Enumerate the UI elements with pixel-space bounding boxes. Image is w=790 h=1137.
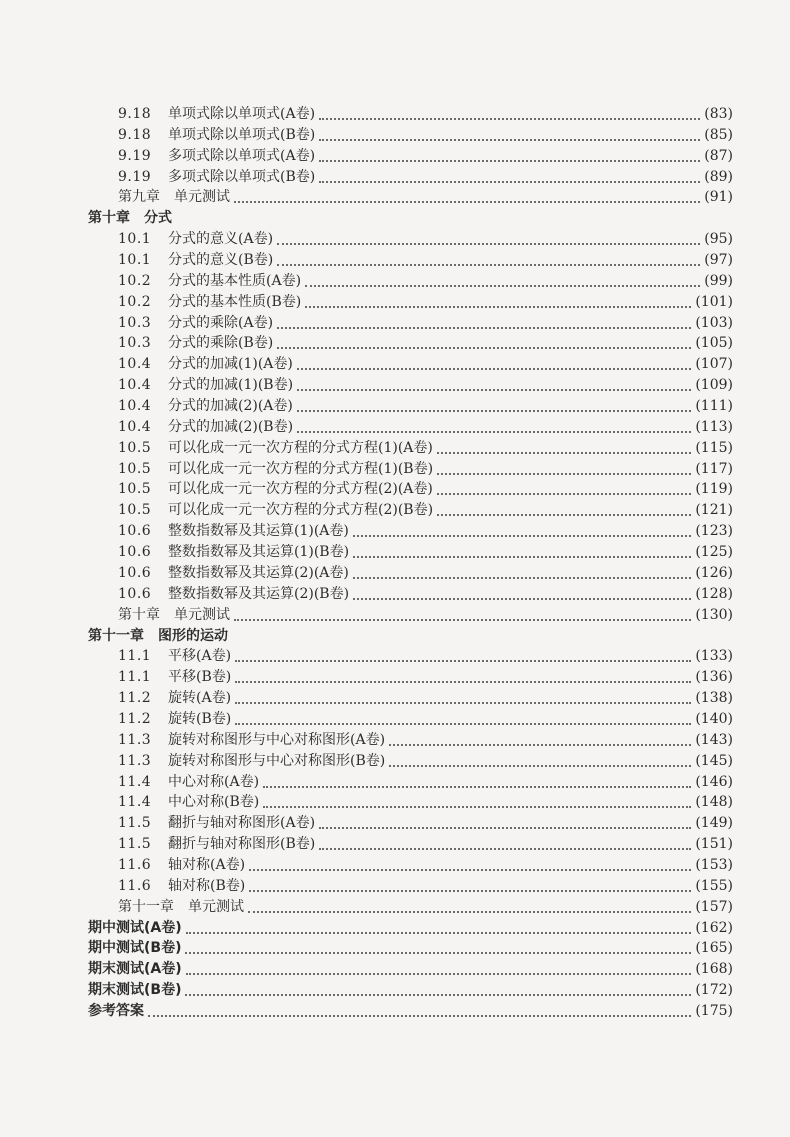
toc-leader-dots	[297, 389, 691, 391]
toc-entry-number: 11.3	[118, 752, 152, 769]
toc-entry-number: 10.6	[118, 585, 152, 602]
toc-leader-dots	[319, 181, 700, 183]
toc-entry	[118, 749, 733, 770]
toc-entry-number: 10.4	[118, 377, 152, 394]
toc-entry-title: 平移(B卷)	[168, 669, 232, 686]
toc-entry-title: 期末测试(B卷)	[88, 982, 182, 999]
toc-entry-title: 中心对称(A卷)	[168, 773, 260, 790]
toc-leader-dots	[234, 619, 691, 621]
toc-entry-number: 9.19	[118, 168, 152, 185]
toc-leader-dots	[263, 786, 691, 788]
toc-entry-title: 期末测试(A卷)	[88, 961, 182, 978]
toc-entry	[118, 227, 733, 248]
toc-entry-title: 期中测试(A卷)	[88, 919, 182, 936]
toc-entry-number: 11.6	[118, 856, 152, 873]
toc-page-number: (136)	[695, 669, 733, 686]
toc-page-number: (175)	[695, 1002, 733, 1019]
toc-entry	[118, 331, 733, 352]
toc-leader-dots	[319, 118, 700, 120]
toc-entry	[118, 874, 733, 895]
toc-entry	[88, 957, 733, 978]
toc-page-number: (151)	[695, 836, 733, 853]
toc-leader-dots	[353, 598, 691, 600]
toc-entry-title: 分式的乘除(B卷)	[168, 335, 274, 352]
toc-page-number: (117)	[695, 460, 733, 477]
toc-entry-title: 可以化成一元一次方程的分式方程(2)(B卷)	[168, 502, 434, 519]
toc-page-number: (99)	[704, 272, 733, 289]
toc-entry	[118, 248, 733, 269]
toc-page-number: (157)	[695, 898, 733, 915]
toc-entry-number: 10.5	[118, 439, 152, 456]
toc-entry-title: 旋转对称图形与中心对称图形(A卷)	[168, 731, 386, 748]
toc-leader-dots	[319, 139, 700, 141]
toc-entry-title: 整数指数幂及其运算(2)(B卷)	[168, 585, 350, 602]
toc-entry	[118, 770, 733, 791]
toc-entry-title: 第九章 单元测试	[118, 189, 230, 206]
toc-entry-title: 可以化成一元一次方程的分式方程(1)(B卷)	[168, 460, 434, 477]
toc-entry	[118, 477, 733, 498]
toc-leader-dots	[353, 535, 691, 537]
toc-entry-title: 可以化成一元一次方程的分式方程(1)(A卷)	[168, 439, 433, 456]
toc-entry-number: 10.6	[118, 564, 152, 581]
toc-entry	[118, 665, 733, 686]
toc-entry	[118, 352, 733, 373]
toc-page-number: (121)	[695, 502, 733, 519]
toc-entry	[118, 644, 733, 665]
toc-page-number: (130)	[695, 606, 733, 623]
toc-page-number: (125)	[695, 544, 733, 561]
toc-entry	[118, 853, 733, 874]
toc-entry	[118, 561, 733, 582]
toc-entry	[118, 144, 733, 165]
toc-entry	[118, 790, 733, 811]
toc-entry-number: 9.19	[118, 147, 152, 164]
toc-entry-title: 多项式除以单项式(A卷)	[168, 147, 316, 164]
toc-page-number: (145)	[695, 752, 733, 769]
toc-entry-title: 翻折与轴对称图形(B卷)	[168, 836, 316, 853]
toc-leader-dots	[234, 201, 700, 203]
toc-leader-dots	[277, 264, 700, 266]
toc-entry	[118, 707, 733, 728]
toc-entry-number: 10.2	[118, 272, 152, 289]
toc-leader-dots	[319, 827, 691, 829]
toc-entry-number: 11.6	[118, 877, 152, 894]
toc-page-number: (128)	[695, 585, 733, 602]
toc-entry-title: 分式的加减(1)(A卷)	[168, 356, 293, 373]
toc-entry-number: 10.3	[118, 335, 152, 352]
toc-entry	[88, 978, 733, 999]
toc-entry-number: 10.3	[118, 314, 152, 331]
toc-entry	[118, 582, 733, 603]
toc-entry-title: 第十一章 图形的运动	[88, 627, 228, 644]
toc-leader-dots	[437, 493, 691, 495]
toc-entry-title: 分式的乘除(A卷)	[168, 314, 274, 331]
toc-page-number: (103)	[695, 314, 733, 331]
toc-entry-title: 分式的意义(B卷)	[168, 252, 274, 269]
toc-page-number: (138)	[695, 690, 733, 707]
toc-leader-dots	[277, 243, 700, 245]
toc-leader-dots	[437, 473, 691, 475]
toc-leader-dots	[389, 744, 691, 746]
toc-leader-dots	[148, 1015, 691, 1017]
toc-leader-dots	[186, 973, 692, 975]
toc-entry-title: 轴对称(B卷)	[168, 877, 246, 894]
toc-entry-title: 轴对称(A卷)	[168, 856, 246, 873]
toc-leader-dots	[277, 327, 691, 329]
toc-leader-dots	[186, 932, 692, 934]
toc-entry-number: 11.1	[118, 669, 152, 686]
toc-page-number: (143)	[695, 731, 733, 748]
toc-entry	[118, 832, 733, 853]
toc-page-number: (105)	[695, 335, 733, 352]
toc-page-number: (97)	[704, 252, 733, 269]
toc-entry-title: 第十一章 单元测试	[118, 898, 244, 915]
toc-entry	[118, 519, 733, 540]
toc-entry	[118, 102, 733, 123]
toc-leader-dots	[263, 806, 691, 808]
toc-entry	[118, 811, 733, 832]
toc-entry-title: 单项式除以单项式(B卷)	[168, 126, 316, 143]
toc-page-number: (111)	[695, 398, 733, 415]
toc-entry-title: 旋转对称图形与中心对称图形(B卷)	[168, 752, 386, 769]
toc-entry	[118, 290, 733, 311]
toc-leader-dots	[277, 347, 691, 349]
toc-entry	[118, 603, 733, 624]
toc-page-number: (107)	[695, 356, 733, 373]
toc-entry-title: 分式的基本性质(A卷)	[168, 272, 302, 289]
toc-entry	[118, 686, 733, 707]
toc-entry-number: 9.18	[118, 126, 152, 143]
toc-entry	[118, 123, 733, 144]
toc-entry-number: 10.5	[118, 481, 152, 498]
toc-entry-number: 11.1	[118, 648, 152, 665]
toc-entry	[118, 269, 733, 290]
toc-entry	[118, 436, 733, 457]
toc-leader-dots	[235, 681, 691, 683]
toc-leader-dots	[235, 702, 691, 704]
toc-entry-number: 10.5	[118, 502, 152, 519]
toc-entry-title: 旋转(A卷)	[168, 690, 232, 707]
toc-page-number: (109)	[695, 377, 733, 394]
toc-entry	[118, 728, 733, 749]
toc-page-number: (165)	[695, 940, 733, 957]
toc-leader-dots	[319, 160, 700, 162]
toc-entry-number: 11.4	[118, 773, 152, 790]
toc-leader-dots	[389, 765, 691, 767]
toc-page-number: (126)	[695, 564, 733, 581]
toc-entry-title: 单项式除以单项式(A卷)	[168, 106, 316, 122]
toc-entry-title: 多项式除以单项式(B卷)	[168, 168, 316, 185]
toc-leader-dots	[249, 890, 691, 892]
toc-entry	[118, 540, 733, 561]
toc-page-number: (153)	[695, 856, 733, 873]
toc-leader-dots	[297, 368, 691, 370]
toc-entry	[88, 916, 733, 937]
toc-entry-title: 期中测试(B卷)	[88, 940, 182, 957]
toc-entry	[118, 394, 733, 415]
toc-entry-number: 11.4	[118, 794, 152, 811]
toc-entry	[118, 498, 733, 519]
toc-leader-dots	[353, 556, 691, 558]
toc-leader-dots	[437, 452, 691, 454]
toc-page-number: (172)	[695, 982, 733, 999]
toc-entry	[118, 185, 733, 206]
toc-entry-number: 9.18	[118, 106, 152, 122]
toc-page-number: (119)	[695, 481, 733, 498]
toc-entry-number: 10.1	[118, 252, 152, 269]
toc-leader-dots	[185, 994, 691, 996]
toc-entry	[118, 373, 733, 394]
toc-page-number: (133)	[695, 648, 733, 665]
toc-leader-dots	[353, 577, 691, 579]
toc-leader-dots	[297, 431, 691, 433]
toc-page-number: (148)	[695, 794, 733, 811]
toc-entry-number: 11.5	[118, 836, 152, 853]
toc-page-number: (85)	[704, 126, 733, 143]
toc-entry	[118, 311, 733, 332]
toc-page-number: (162)	[695, 919, 733, 936]
toc-entry	[118, 415, 733, 436]
toc-entry-number: 10.6	[118, 523, 152, 540]
toc-entry-number: 11.5	[118, 815, 152, 832]
toc-page-number: (155)	[695, 877, 733, 894]
toc-page-number: (95)	[704, 231, 733, 248]
toc-leader-dots	[235, 723, 691, 725]
toc-entry-title: 翻折与轴对称图形(A卷)	[168, 815, 316, 832]
toc-entry-title: 分式的加减(2)(B卷)	[168, 418, 294, 435]
toc-chapter-heading	[88, 624, 733, 645]
toc-entry-title: 第十章 分式	[88, 210, 172, 227]
toc-entry-number: 11.3	[118, 731, 152, 748]
toc-entry-title: 整数指数幂及其运算(2)(A卷)	[168, 564, 349, 581]
toc-page-number: (91)	[704, 189, 733, 206]
toc-entry-title: 整数指数幂及其运算(1)(A卷)	[168, 523, 349, 540]
toc-page-number: (113)	[695, 418, 733, 435]
toc-entry-title: 参考答案	[88, 1002, 144, 1019]
toc-leader-dots	[319, 848, 691, 850]
toc-page-number: (149)	[695, 815, 733, 832]
toc-page-number: (101)	[695, 293, 733, 310]
toc-entry-title: 第十章 单元测试	[118, 606, 230, 623]
toc-page-number: (115)	[695, 439, 733, 456]
toc-entry-number: 10.1	[118, 231, 152, 248]
toc-entry-number: 10.5	[118, 460, 152, 477]
toc-page-number: (89)	[704, 168, 733, 185]
toc-page-number: (168)	[695, 961, 733, 978]
toc-chapter-heading	[88, 206, 733, 227]
toc-entry	[88, 999, 733, 1020]
toc-page-number: (123)	[695, 523, 733, 540]
toc-entry-title: 分式的基本性质(B卷)	[168, 293, 302, 310]
toc-page-number: (146)	[695, 773, 733, 790]
toc-entry-title: 可以化成一元一次方程的分式方程(2)(A卷)	[168, 481, 433, 498]
toc-entry	[118, 457, 733, 478]
toc-entry-number: 11.2	[118, 690, 152, 707]
toc-entry-number: 11.2	[118, 710, 152, 727]
toc-entry-title: 中心对称(B卷)	[168, 794, 260, 811]
toc-entry-number: 10.2	[118, 293, 152, 310]
toc-entry-title: 整数指数幂及其运算(1)(B卷)	[168, 544, 350, 561]
toc-entry-number: 10.4	[118, 398, 152, 415]
toc-entry	[118, 165, 733, 186]
toc-page-number: (87)	[704, 147, 733, 164]
toc-page-number: (83)	[704, 106, 733, 122]
toc-entry-title: 旋转(B卷)	[168, 710, 232, 727]
toc-leader-dots	[249, 869, 691, 871]
toc-entry-number: 10.4	[118, 356, 152, 373]
toc-entry-title: 分式的加减(2)(A卷)	[168, 398, 293, 415]
toc-page-number: (140)	[695, 710, 733, 727]
toc-leader-dots	[248, 911, 691, 913]
toc-entry-title: 平移(A卷)	[168, 648, 232, 665]
toc-entry-number: 10.6	[118, 544, 152, 561]
toc-leader-dots	[185, 952, 691, 954]
toc-leader-dots	[297, 410, 691, 412]
toc-entry	[118, 895, 733, 916]
toc-entry-title: 分式的加减(1)(B卷)	[168, 377, 294, 394]
toc-entry-title: 分式的意义(A卷)	[168, 231, 274, 248]
toc-leader-dots	[437, 514, 691, 516]
toc-leader-dots	[305, 306, 691, 308]
toc-entry	[88, 936, 733, 957]
toc-leader-dots	[235, 660, 691, 662]
toc-entry-number: 10.4	[118, 418, 152, 435]
toc-leader-dots	[305, 285, 700, 287]
